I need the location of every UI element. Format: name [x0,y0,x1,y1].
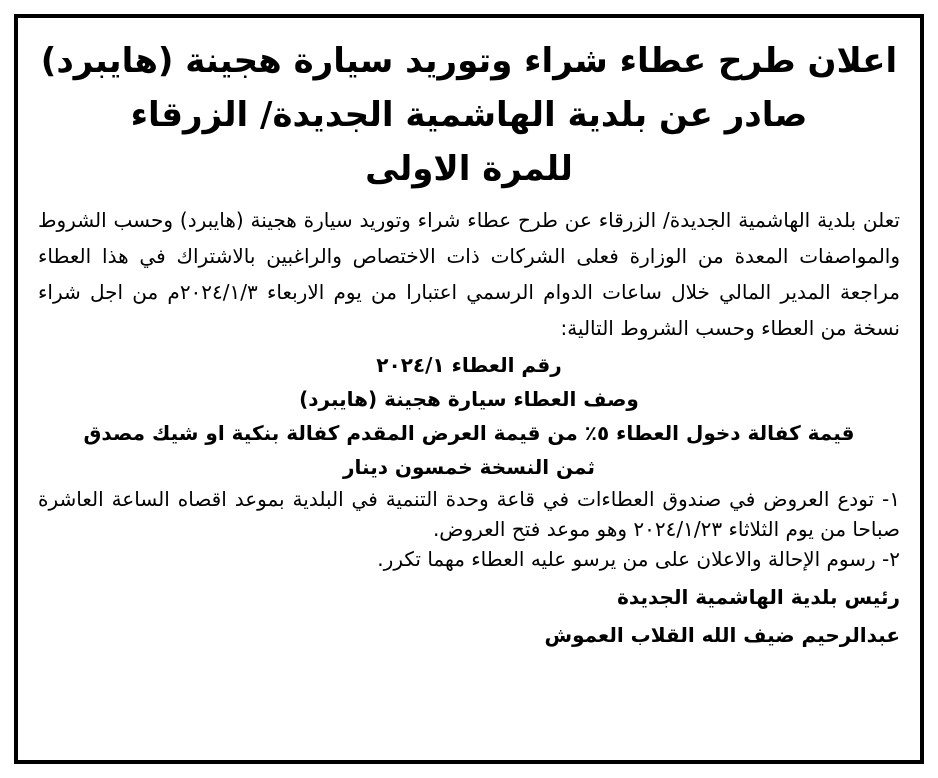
first-time-line: للمرة الاولى [365,149,573,189]
signatory-name: عبدالرحيم ضيف الله القلاب العموش [544,623,900,647]
announcement-frame [14,14,924,764]
copy-price: ثمن النسخة خمسون دينار [343,455,595,479]
announcement-title: اعلان طرح عطاء شراء وتوريد سيارة هجينة (هايبرد) [40,41,898,81]
announcement-body: تعلن بلدية الهاشمية الجديدة/ الزرقاء عن طرح عطاء شراء وتوريد سيارة هجينة (هايبرد) وحسب الشروط والمواصفات المعدة من الوزارة فعلى الشركات ذات الاختصاص والراغبين بالاشتراك في هذا العطاء مراجعة المدير المالي خلال ساعات الدوام الرسمي اعتبارا من يوم الاربعاء ٢٠٢٤/١/٣م من اجل شراء نسخة من العطاء وحسب الشروط التالية: [38,208,900,340]
tender-description: وصف العطاء سيارة هجينة (هايبرد) [299,387,639,411]
tender-number: رقم العطاء ٢٠٢٤/١ [376,353,562,377]
signatory-title: رئيس بلدية الهاشمية الجديدة [617,585,900,609]
condition-item-2: ٢- رسوم الإحالة والاعلان على من يرسو عليه العطاء مهما تكرر. [377,547,900,571]
condition-item-1: ١- تودع العروض في صندوق العطاءات في قاعة وحدة التنمية في البلدية بموعد اقصاه الساعة العاشرة صباحا من يوم الثلاثاء ٢٠٢٤/١/٢٣ وهو موعد فتح العروض. [38,487,900,541]
guarantee-value: قيمة كفالة دخول العطاء ٥٪ من قيمة العرض المقدم كفالة بنكية او شيك مصدق [83,421,855,445]
issuer-line: صادر عن بلدية الهاشمية الجديدة/ الزرقاء [130,95,808,135]
